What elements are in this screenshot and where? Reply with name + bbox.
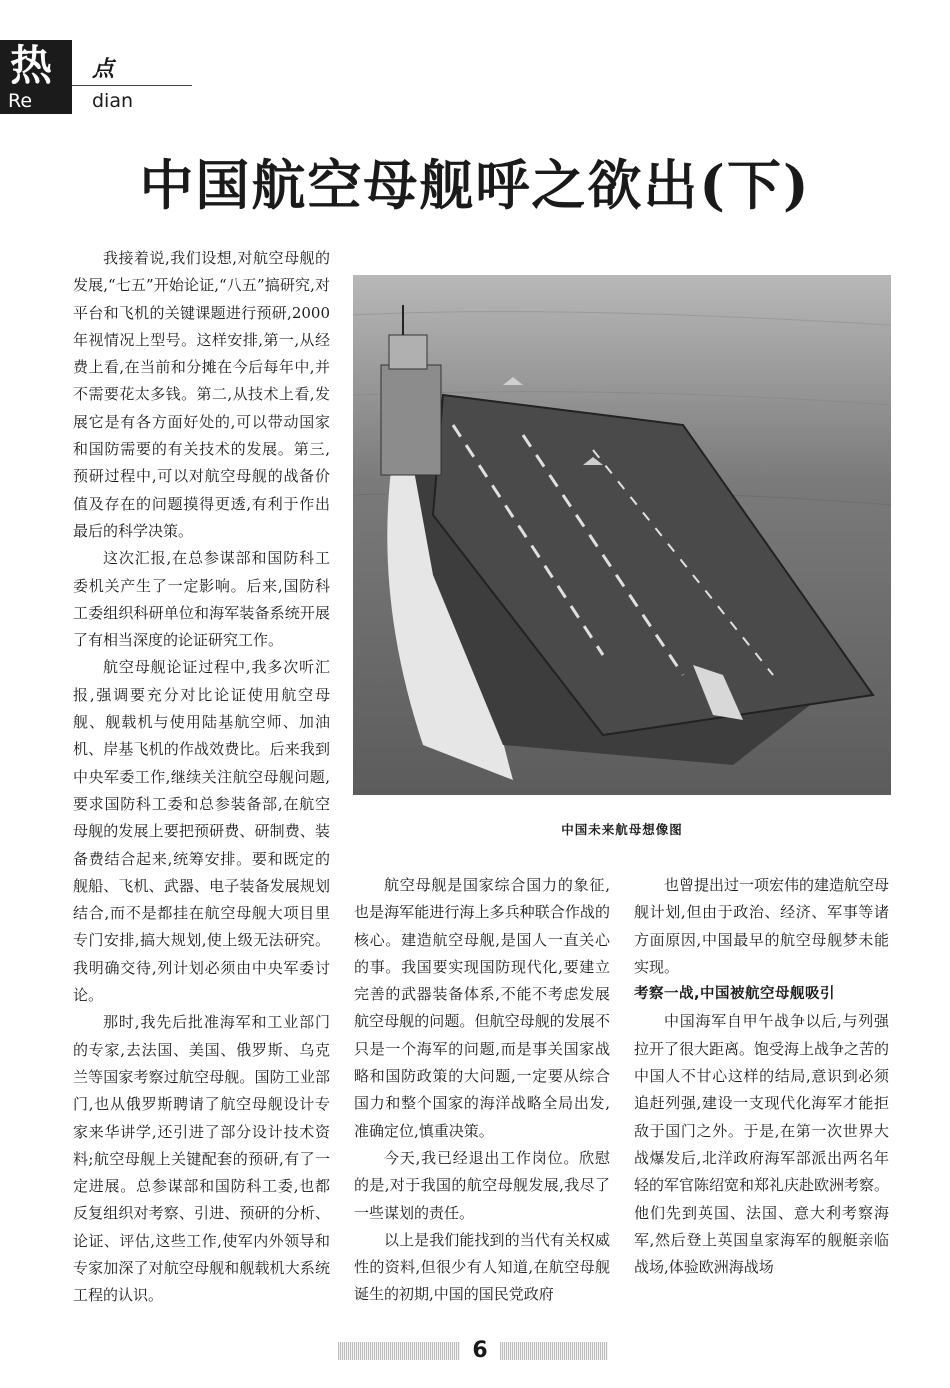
- text-column-2: [354, 872, 610, 1309]
- text-column-3: [634, 872, 889, 1281]
- figure-caption: 中国未来航母想像图: [561, 822, 683, 837]
- section-label-pinyin-2: dian: [92, 90, 134, 112]
- island-superstructure: [381, 365, 441, 475]
- carrier-illustration-drawing: [353, 275, 891, 795]
- paragraph: 那时,我先后批准海军和工业部门的专家,去法国、美国、俄罗斯、乌克兰等国家考察过航空母舰。国防工业部门,也从俄罗斯聘请了航空母舰设计专家来华讲学,还引进了部分设计技术资料;航空母舰上关键配套的预研,有了一定进展。总参谋部和国防科工委,也都反复组织对考察、引进、预研的分析、论证、评估,这些工作,使军内外领导和专家加深了对航空母舰和舰载机大系统工程的认识。: [73, 1013, 330, 1305]
- page-number: 6: [460, 1337, 500, 1365]
- header-rule: [72, 85, 192, 86]
- paragraph: 这次汇报,在总参谋部和国防科工委机关产生了一定影响。后来,国防科工委组织科研单位和海军装备系统开展了有相当深度的论证研究工作。: [73, 549, 330, 650]
- section-label-cn: 热: [10, 41, 53, 90]
- paragraph: 也曾提出过一项宏伟的建造航空母舰计划,但由于政治、经济、军事等诸方面原因,中国最早的航空母舰梦未能实现。: [634, 876, 890, 976]
- paragraph: 以上是我们能找到的当代有关权威性的资料,但很少有人知道,在航空母舰诞生的初期,中国的国民党政府: [354, 1230, 610, 1304]
- text-column-1: [73, 245, 330, 1310]
- section-label-pinyin: Re: [8, 90, 33, 112]
- paragraph: 我接着说,我们设想,对航空母舰的发展,“七五”开始论证,“八五”搞研究,对平台和飞机的关键课题进行预研,2000年视情况上型号。这样安排,第一,从经费上看,在当前和分摊在今后每年中,并不需要花太多钱。第二,从技术上看,发展它是有各方面好处的,可以带动国家和国防需要的有关技术的发展。第三,预研过程中,可以对航空母舰的战备价值及存在的问题摸得更透,有利于作出最后的科学决策。: [73, 249, 330, 540]
- article-title: 中国航空母舰呼之欲出(下): [139, 153, 811, 217]
- paragraph: 航空母舰论证过程中,我多次听汇报,强调要充分对比论证使用航空母舰、舰载机与使用陆基航空师、加油机、岸基飞机的作战效费比。后来我到中央军委工作,继续关注航空母舰问题,要求国防科工委和总参装备部,在航空母舰的发展上要把预研费、研制费、装备费结合起来,统筹安排。要和既定的舰船、飞机、武器、电子装备发展规划结合,而不是都挂在航空母舰大项目里专门安排,搞大规划,使上级无法研究。我明确交待,列计划必须由中央军委讨论。: [73, 658, 330, 1005]
- carrier-illustration: [353, 275, 891, 795]
- section-badge: [0, 40, 72, 114]
- section-label-cn-2: 点: [92, 56, 115, 82]
- paragraph: 今天,我已经退出工作岗位。欣慰的是,对于我国的航空母舰发展,我尽了一些谋划的责任。: [354, 1148, 610, 1222]
- paragraph: 航空母舰是国家综合国力的象征,也是海军能进行海上多兵种联合作战的核心。建造航空母舰,是国人一直关心的事。我国要实现国防现代化,要建立完善的武器装备体系,不能不考虑发展航空母舰的问题。但航空母舰的发展不只是一个海军的问题,而是事关国家战略和国防政策的大问题,一定要从综合国力和整个国家的海洋战略全局出发,准确定位,慎重决策。: [354, 876, 610, 1140]
- paragraph: 中国海军自甲午战争以后,与列强拉开了很大距离。饱受海上战争之苦的中国人不甘心这样的结局,意识到必须追赶列强,建设一支现代化海军才能拒敌于国门之外。于是,在第一次世界大战爆发后,北洋政府海军部派出两名年轻的军官陈绍宽和郑礼庆赴欧洲考察。他们先到英国、法国、意大利考察海军,然后登上英国皇家海军的舰艇亲临战场,体验欧洲海战场: [634, 1012, 890, 1277]
- section-subheading: 考察一战,中国被航空母舰吸引: [634, 986, 836, 1003]
